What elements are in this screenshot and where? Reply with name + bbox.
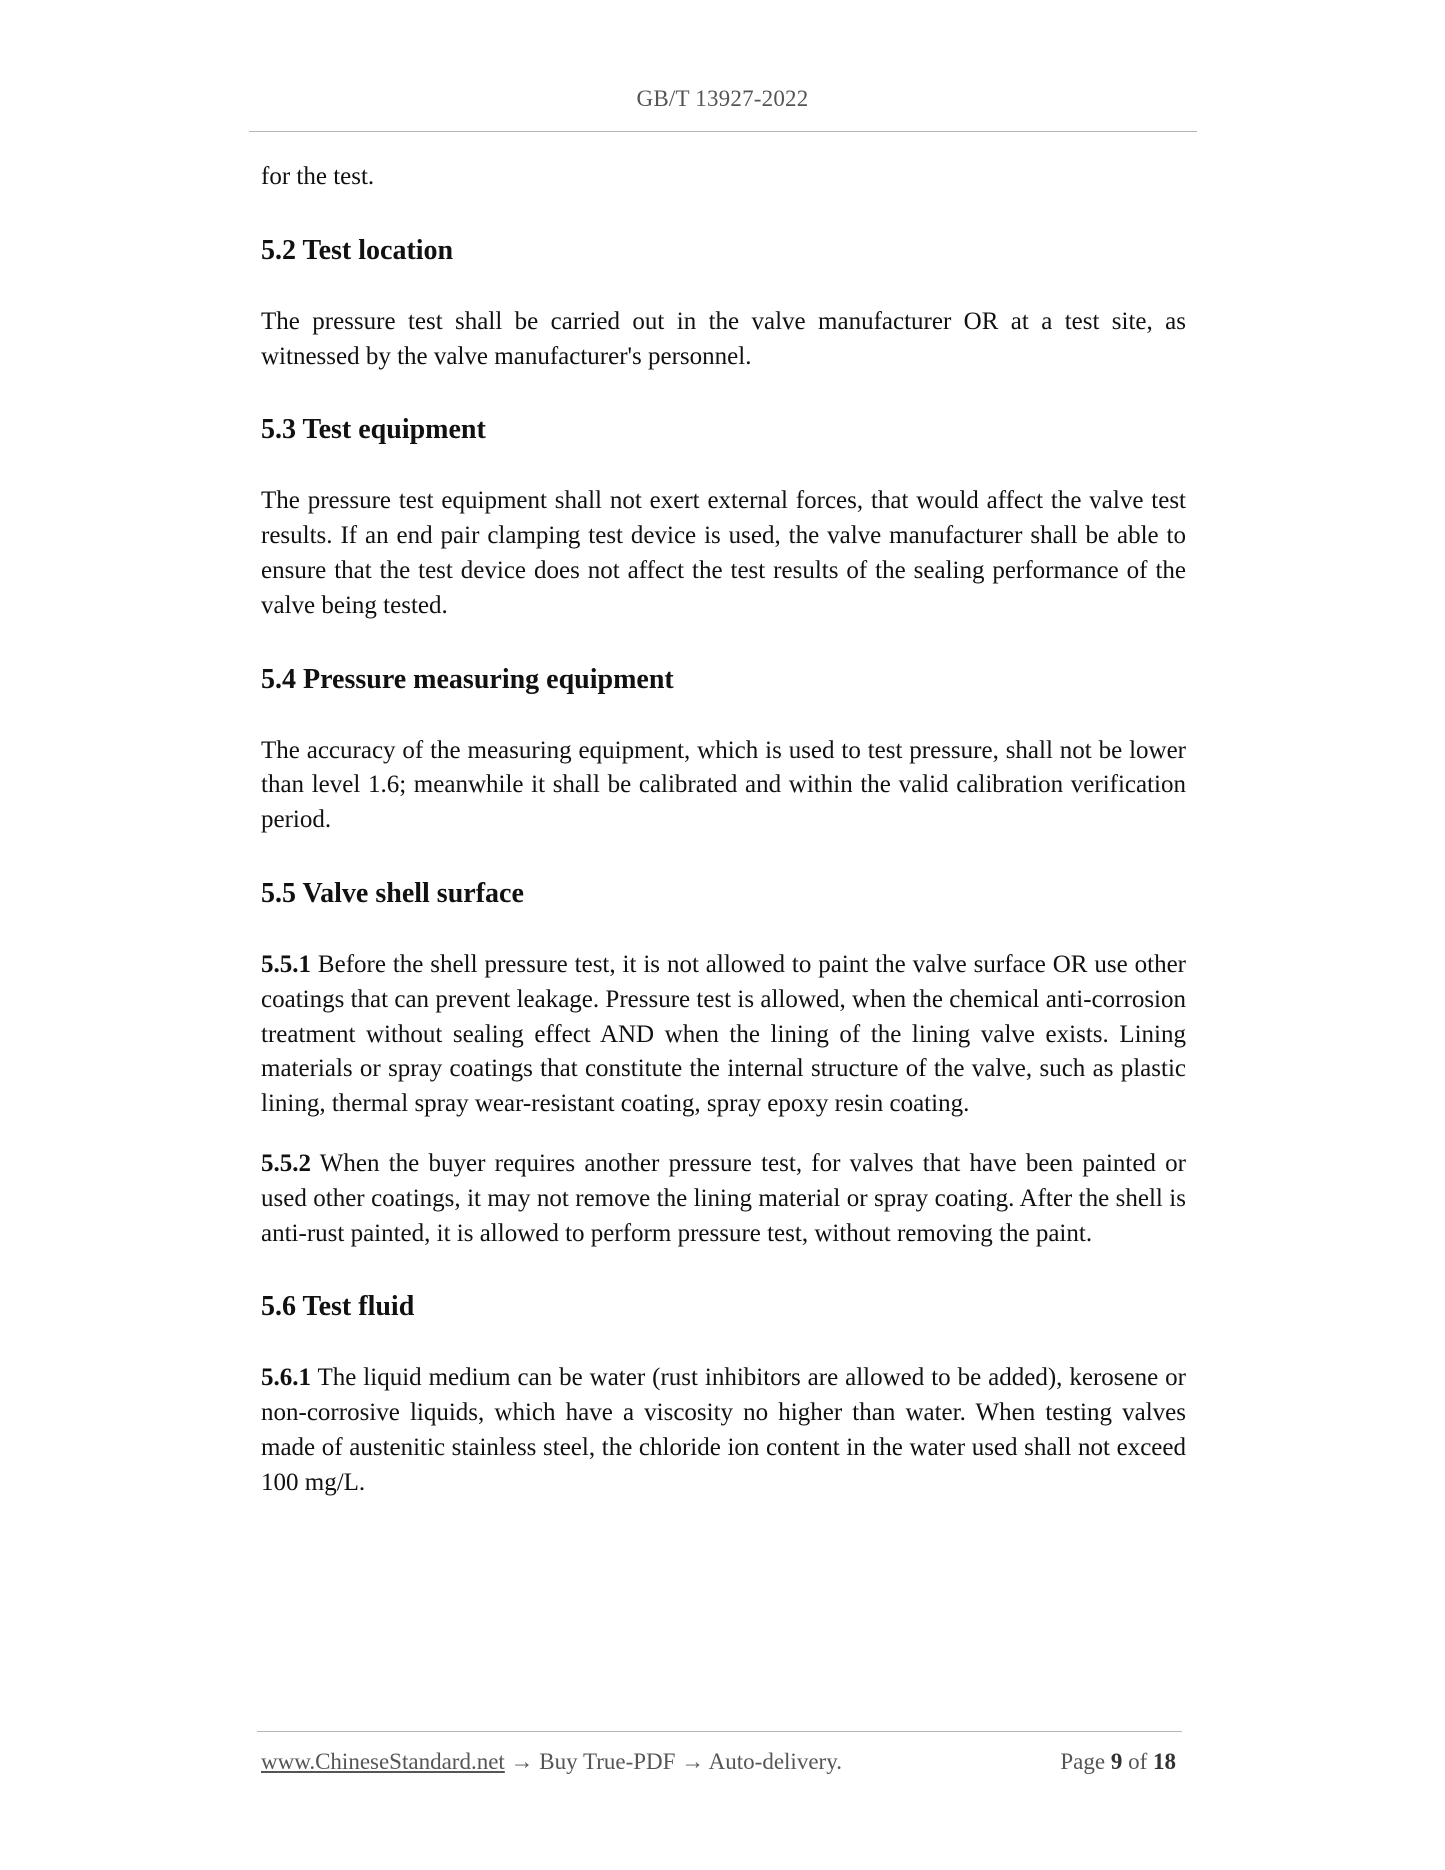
section-text-5-2: The pressure test shall be carried out in the valve manufacturer OR at a test site, as witnessed by the valve manufacturer's personnel. xyxy=(261,307,1186,370)
page-current: 9 xyxy=(1110,1749,1123,1774)
auto-delivery-text: Auto-delivery. xyxy=(708,1749,842,1774)
section-heading-5-5: 5.5 Valve shell surface xyxy=(261,877,524,909)
clause-text: The liquid medium can be water (rust inhibitors are allowed to be added), kerosene or non-corrosive liquids, which have a viscosity no higher than water. When testing valves made of austenitic stainless steel, the chloride ion content in the water used shall not exceed 100 mg/L. xyxy=(261,1364,1186,1496)
page-indicator xyxy=(1060,1749,1176,1775)
clause-text: Before the shell pressure test, it is not allowed to paint the valve surface OR use other coatings that can prevent leakage. Pressure test is allowed, when the chemical anti-corrosion treatment without sealing effect AND when the lining of the lining valve exists. Lining materials or spray coatings that constitute the internal structure of the valve, such as plastic lining, thermal spray wear-resistant coating, spray epoxy resin coating. xyxy=(261,950,1186,1118)
arrow-right-icon: → xyxy=(510,1749,534,1774)
page-label: Page xyxy=(1060,1749,1106,1774)
section-heading-5-2: 5.2 Test location xyxy=(261,234,454,266)
section-heading-5-6: 5.6 Test fluid xyxy=(261,1291,415,1323)
section-heading-5-3: 5.3 Test equipment xyxy=(261,414,486,446)
header-divider xyxy=(249,131,1197,132)
section-text-5-3: The pressure test equipment shall not exert external forces, that would affect the valve test results. If an end pair clamping test device is used, the valve manufacturer shall be able to ensure that the test device does not affect the test results of the sealing performance of the valve being tested. xyxy=(261,487,1186,619)
clause-number: 5.5.2 xyxy=(261,1149,311,1177)
page-header-title: GB/T 13927-2022 xyxy=(636,86,809,111)
section-text-5-4: The accuracy of the measuring equipment, which is used to test pressure, shall not be lower than level 1.6; meanwhile it shall be calibrated and within the valid calibration verification period. xyxy=(261,736,1186,834)
clause-5-6-1 xyxy=(261,1361,1186,1500)
continuation-text: for the test. xyxy=(261,163,375,190)
clause-number: 5.6.1 xyxy=(261,1364,311,1392)
buy-pdf-text: Buy True-PDF xyxy=(539,1749,676,1774)
page-of-label: of xyxy=(1128,1749,1148,1774)
clause-text: When the buyer requires another pressure test, for valves that have been painted or used other coatings, it may not remove the lining material or spray coating. After the shell is anti-rust painted, it is allowed to perform pressure test, without removing the paint. xyxy=(261,1149,1186,1247)
document-body xyxy=(261,160,1186,1501)
page-total: 18 xyxy=(1153,1749,1176,1774)
clause-5-5-1 xyxy=(261,948,1186,1122)
website-link[interactable]: www.ChineseStandard.net xyxy=(261,1749,505,1774)
section-heading-5-4: 5.4 Pressure measuring equipment xyxy=(261,663,674,695)
footer-divider xyxy=(257,1731,1182,1732)
footer-promo xyxy=(261,1749,842,1775)
clause-5-5-2 xyxy=(261,1147,1186,1251)
arrow-right-icon: → xyxy=(681,1749,705,1774)
clause-number: 5.5.1 xyxy=(261,950,311,978)
